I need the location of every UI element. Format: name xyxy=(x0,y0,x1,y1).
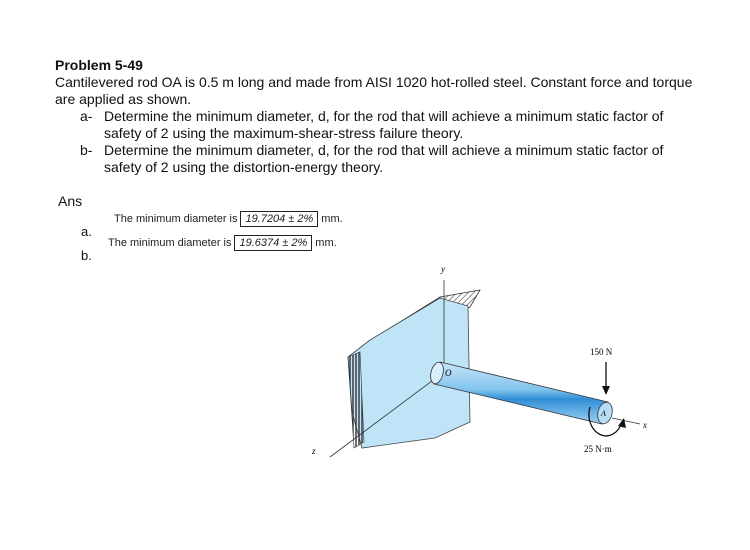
answers-heading: Ans xyxy=(58,193,83,209)
force-arrowhead xyxy=(602,386,610,395)
answer-b-row xyxy=(108,235,337,251)
answer-b-unit: mm. xyxy=(315,237,337,249)
problem-intro: Cantilevered rod OA is 0.5 m long and made from AISI 1020 hot-rolled steel. Constant force and torque are applied as shown. xyxy=(55,74,693,107)
answer-a-value[interactable]: 19.7204 ± 2% xyxy=(240,211,318,227)
point-a-label: A xyxy=(601,409,606,418)
y-axis-label: y xyxy=(441,264,445,274)
answer-a-row xyxy=(114,211,343,227)
problem-title: Problem 5-49 xyxy=(55,57,143,73)
answer-a-label: a. xyxy=(81,224,92,239)
answer-b-value[interactable]: 19.6374 ± 2% xyxy=(234,235,312,251)
part-b-text: Determine the minimum diameter, d, for the rod that will achieve a minimum static factor of safety of 2 using the distortion-energy theory. xyxy=(104,142,664,175)
answer-a-prefix: The minimum diameter is xyxy=(114,213,238,225)
x-axis-label: x xyxy=(643,420,647,430)
part-a-marker: a- xyxy=(80,108,93,124)
part-a-text: Determine the minimum diameter, d, for the rod that will achieve a minimum static factor of safety of 2 using the maximum-shear-stress failure theory. xyxy=(104,108,664,141)
torque-label: 25 N·m xyxy=(584,444,612,454)
point-o-label: O xyxy=(445,368,452,378)
answer-b-prefix: The minimum diameter is xyxy=(108,237,232,249)
answer-a-unit: mm. xyxy=(321,213,343,225)
cantilever-figure xyxy=(312,262,670,462)
x-axis-line xyxy=(612,418,640,424)
z-axis-label: z xyxy=(312,446,316,456)
answer-b-label: b. xyxy=(81,248,92,263)
force-label: 150 N xyxy=(590,347,613,357)
part-b-marker: b- xyxy=(80,142,93,158)
